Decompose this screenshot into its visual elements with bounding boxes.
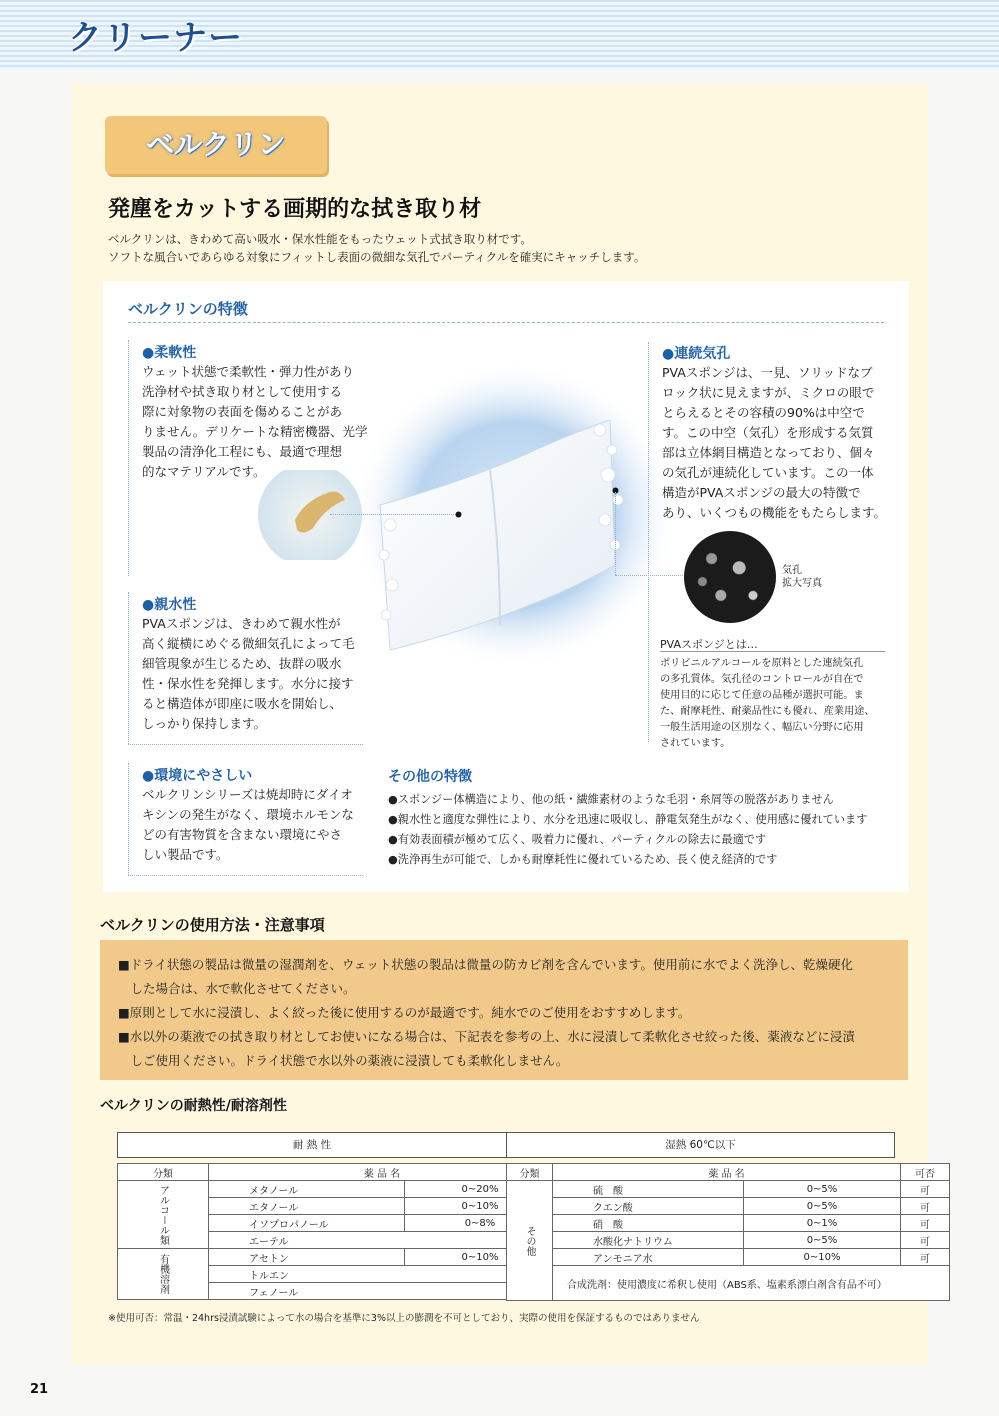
pva-line: の多孔質体。気孔径のコントロールが自在で (660, 674, 864, 685)
body-line: 構造がPVAスポンジの最大の特徴で (662, 485, 861, 500)
body-line: 細管現象が生じるため、抜群の吸水 (142, 656, 342, 671)
chem-conc: 0~10% (405, 1249, 556, 1266)
list-item: ●有効表面積が極めて広く、吸着力に優れ、パーティクルの除去に最適です (388, 833, 767, 846)
table-row (507, 1249, 950, 1266)
body-line: ウェット状態で柔軟性・弾力性があり (142, 364, 355, 379)
body-line: ベルクリンシリーズは焼却時にダイオ (142, 787, 353, 802)
lead-line: ベルクリンは、きわめて高い吸水・保水性能をもったウェット式拭き取り材です。 (108, 232, 532, 246)
guide-dot (455, 511, 462, 518)
usage-notes (118, 953, 902, 1073)
guide-line (128, 875, 363, 876)
chem-name: 硝 酸 (553, 1215, 744, 1232)
chem-ok: 可 (901, 1198, 950, 1215)
body-line: りません。デリケートな精密機器、光学 (142, 424, 368, 439)
chem-name: エタノール (209, 1198, 405, 1215)
chem-ok: 可 (901, 1232, 950, 1249)
body-line: あり、いくつもの機能をもたらします。 (662, 505, 887, 520)
group-cell: アルコール類 (118, 1181, 209, 1249)
feature-hydrophilic (142, 594, 382, 734)
other-features-list (388, 790, 867, 870)
chem-conc: 0~10% (744, 1249, 901, 1266)
table-row (507, 1266, 950, 1301)
body-line: す。この中空（気孔）を形成する気質 (662, 425, 874, 440)
table-row (507, 1215, 950, 1232)
feature-eco-body (142, 785, 382, 865)
chem-ok: 可 (901, 1249, 950, 1266)
body-line: の気孔が連続化しています。この一体 (662, 465, 874, 480)
table-header: 分類 (118, 1164, 209, 1181)
brand-name: ベルクリン (146, 128, 286, 161)
chem-name: フェノール (209, 1283, 556, 1300)
guide-line (615, 575, 685, 576)
guide-line (615, 492, 616, 575)
body-line: PVAスポンジは、一見、ソリッドなブ (662, 365, 873, 380)
usage-line: した場合は、水で軟化させてください。 (118, 981, 356, 996)
pva-divider (660, 651, 885, 652)
lead-line: ソフトな風合いであらゆる対象にフィットし表面の微細な気孔でパーティクルを確実にキャッチします。 (108, 250, 646, 264)
body-line: ると構造体が即座に吸水を開始し、 (142, 696, 343, 711)
list-item: ●親水性と適度な弾性により、水分を迅速に吸収し、静電気発生がなく、使用感に優れています (388, 813, 868, 826)
chem-name: 硫 酸 (553, 1181, 744, 1198)
usage-line: しご使用ください。ドライ状態で水以外の薬液に浸漬しても柔軟化しません。 (118, 1053, 569, 1068)
usage-line: ■ドライ状態の製品は微量の湿潤剤を、ウェット状態の製品は微量の防カビ剤を含んでいます。使用前に水でよく洗浄し、乾燥硬化 (118, 957, 853, 972)
body-line: キシンの発生がなく、環境ホルモンな (142, 807, 354, 822)
body-line: 製品の清浄化工程にも、最適で理想 (142, 444, 343, 459)
resistance-title: ベルクリンの耐熱性/耐溶剤性 (100, 1098, 287, 1114)
body-line: PVAスポンジは、きわめて親水性が (142, 616, 341, 631)
body-line: 的なマテリアルです。 (142, 464, 266, 479)
table-header: 薬 品 名 (553, 1164, 901, 1181)
chem-name: クエン酸 (553, 1198, 744, 1215)
pore-label (782, 564, 822, 590)
page-number: 21 (30, 1382, 49, 1397)
pore-label-line: 気孔 (782, 565, 802, 576)
chem-ok: 可 (901, 1215, 950, 1232)
list-item: ●スポンジー体構造により、他の紙・繊維素材のような毛羽・糸屑等の脱落がありません (388, 793, 834, 806)
feature-continuous-pores (662, 343, 902, 523)
pva-title: PVAスポンジとは… (660, 638, 758, 651)
chem-name: エーテル (209, 1232, 556, 1249)
chem-name: 水酸化ナトリウム (553, 1232, 744, 1249)
feature-continuous-body (662, 363, 902, 523)
synthetic-detergent-note: 合成洗剤：使用濃度に希釈し使用（ABS系、塩素系漂白剤含有品不可） (553, 1266, 950, 1301)
other-features-title: その他の特徴 (388, 769, 472, 785)
body-line: 部は立体網目構造となっており、個々 (662, 445, 875, 460)
feature-eco (142, 765, 382, 865)
page-title: クリーナー (68, 18, 243, 58)
body-line: とらえるとその容積の90%は中空で (662, 405, 865, 420)
table-header: 分類 (507, 1164, 553, 1181)
body-line: しい製品です。 (142, 847, 229, 862)
body-line: しっかり保持します。 (142, 716, 267, 731)
features-divider (128, 322, 884, 323)
table-row (507, 1232, 950, 1249)
chem-name: アンモニア水 (553, 1249, 744, 1266)
usage-title: ベルクリンの使用方法・注意事項 (100, 916, 325, 934)
chem-name: トルエン (209, 1266, 556, 1283)
heat-resistance-row (117, 1132, 895, 1158)
guide-line (128, 744, 363, 745)
chem-conc: 0~5% (744, 1232, 901, 1249)
chem-name: イソプロパノール (209, 1215, 405, 1232)
list-item: ●洗浄再生が可能で、しかも耐摩耗性に優れているため、長く使え経済的です (388, 853, 778, 866)
body-line: 高く縦横にめぐる微細気孔によって毛 (142, 636, 355, 651)
brand-badge (105, 116, 327, 174)
chem-conc: 0~10% (405, 1198, 556, 1215)
guide-line (128, 592, 129, 744)
body-line: 洗浄材や拭き取り材として使用する (142, 384, 343, 399)
group-cell: 有機溶剤 (118, 1249, 209, 1300)
pva-description (660, 656, 900, 752)
guide-line (330, 514, 458, 515)
feature-hydrophilic-title: ●親水性 (142, 597, 197, 613)
chem-conc: 0~1% (744, 1215, 901, 1232)
pva-line: ポリビニルアルコールを原料とした連続気孔 (660, 658, 864, 669)
body-line: 性・保水性を発揮します。水分に接す (142, 676, 354, 691)
feature-softness-title: ●柔軟性 (142, 345, 197, 361)
usage-line: ■水以外の薬液での拭き取り材としてお使いになる場合は、下記表を参考の上、水に浸漬して柔軟化させ絞った後、薬液などに浸漬 (118, 1029, 855, 1044)
pva-line: 使用目的に応じて任意の品種が選択可能。ま (660, 690, 864, 701)
table-row (507, 1198, 950, 1215)
chem-conc: 0~5% (744, 1181, 901, 1198)
solvent-table-right (506, 1163, 950, 1301)
lead-text (108, 230, 645, 266)
guide-line (128, 763, 129, 875)
table-row (507, 1181, 950, 1198)
sponge-illustration (350, 350, 680, 670)
guide-line (128, 340, 129, 576)
body-line: 際に対象物の表面を傷めることがあ (142, 404, 343, 419)
chem-ok: 可 (901, 1181, 950, 1198)
heat-label: 耐 熱 性 (118, 1133, 507, 1157)
table-header: 可否 (901, 1164, 950, 1181)
chem-name: アセトン (209, 1249, 405, 1266)
pva-line: されています。 (660, 738, 731, 749)
chem-conc: 0~5% (744, 1198, 901, 1215)
body-line: ロック状に見えますが、ミクロの眼で (662, 385, 875, 400)
usage-line: ■原則として水に浸漬し、よく絞った後に使用するのが最適です。純水でのご使用をおすすめします。 (118, 1005, 691, 1020)
pore-label-line: 拡大写真 (782, 578, 822, 589)
pore-closeup-photo (684, 531, 776, 623)
chem-conc: 0~20% (405, 1181, 556, 1198)
pva-line: 一般生活用途の区別なく、幅広い分野に応用 (660, 722, 864, 733)
heat-value: 湿熱 60℃以下 (665, 1139, 736, 1151)
features-title: ベルクリンの特徴 (128, 300, 248, 318)
chem-conc: 0~8% (405, 1215, 556, 1232)
pva-line: た、耐摩耗性、耐薬品性にも優れ、産業用途、 (660, 706, 875, 717)
footnote: ※使用可否：常温・24hrs浸漬試験によって水の場合を基準に3%以上の膨潤を不可としており、実際の使用を保証するものではありません (108, 1313, 700, 1324)
group-cell: その他 (507, 1181, 553, 1301)
table-header: 薬 品 名 (209, 1164, 556, 1181)
feature-softness (142, 342, 382, 482)
body-line: どの有害物質を含まない環境にやさ (142, 827, 343, 842)
feature-eco-title: ●環境にやさしい (142, 768, 253, 784)
chem-name: メタノール (209, 1181, 405, 1198)
hand-sponge-photo (255, 470, 365, 560)
feature-continuous-title: ●連続気孔 (662, 346, 731, 362)
guide-line (648, 342, 649, 742)
feature-softness-body (142, 362, 382, 482)
headline: 発塵をカットする画期的な拭き取り材 (108, 197, 482, 222)
feature-hydrophilic-body (142, 614, 382, 734)
